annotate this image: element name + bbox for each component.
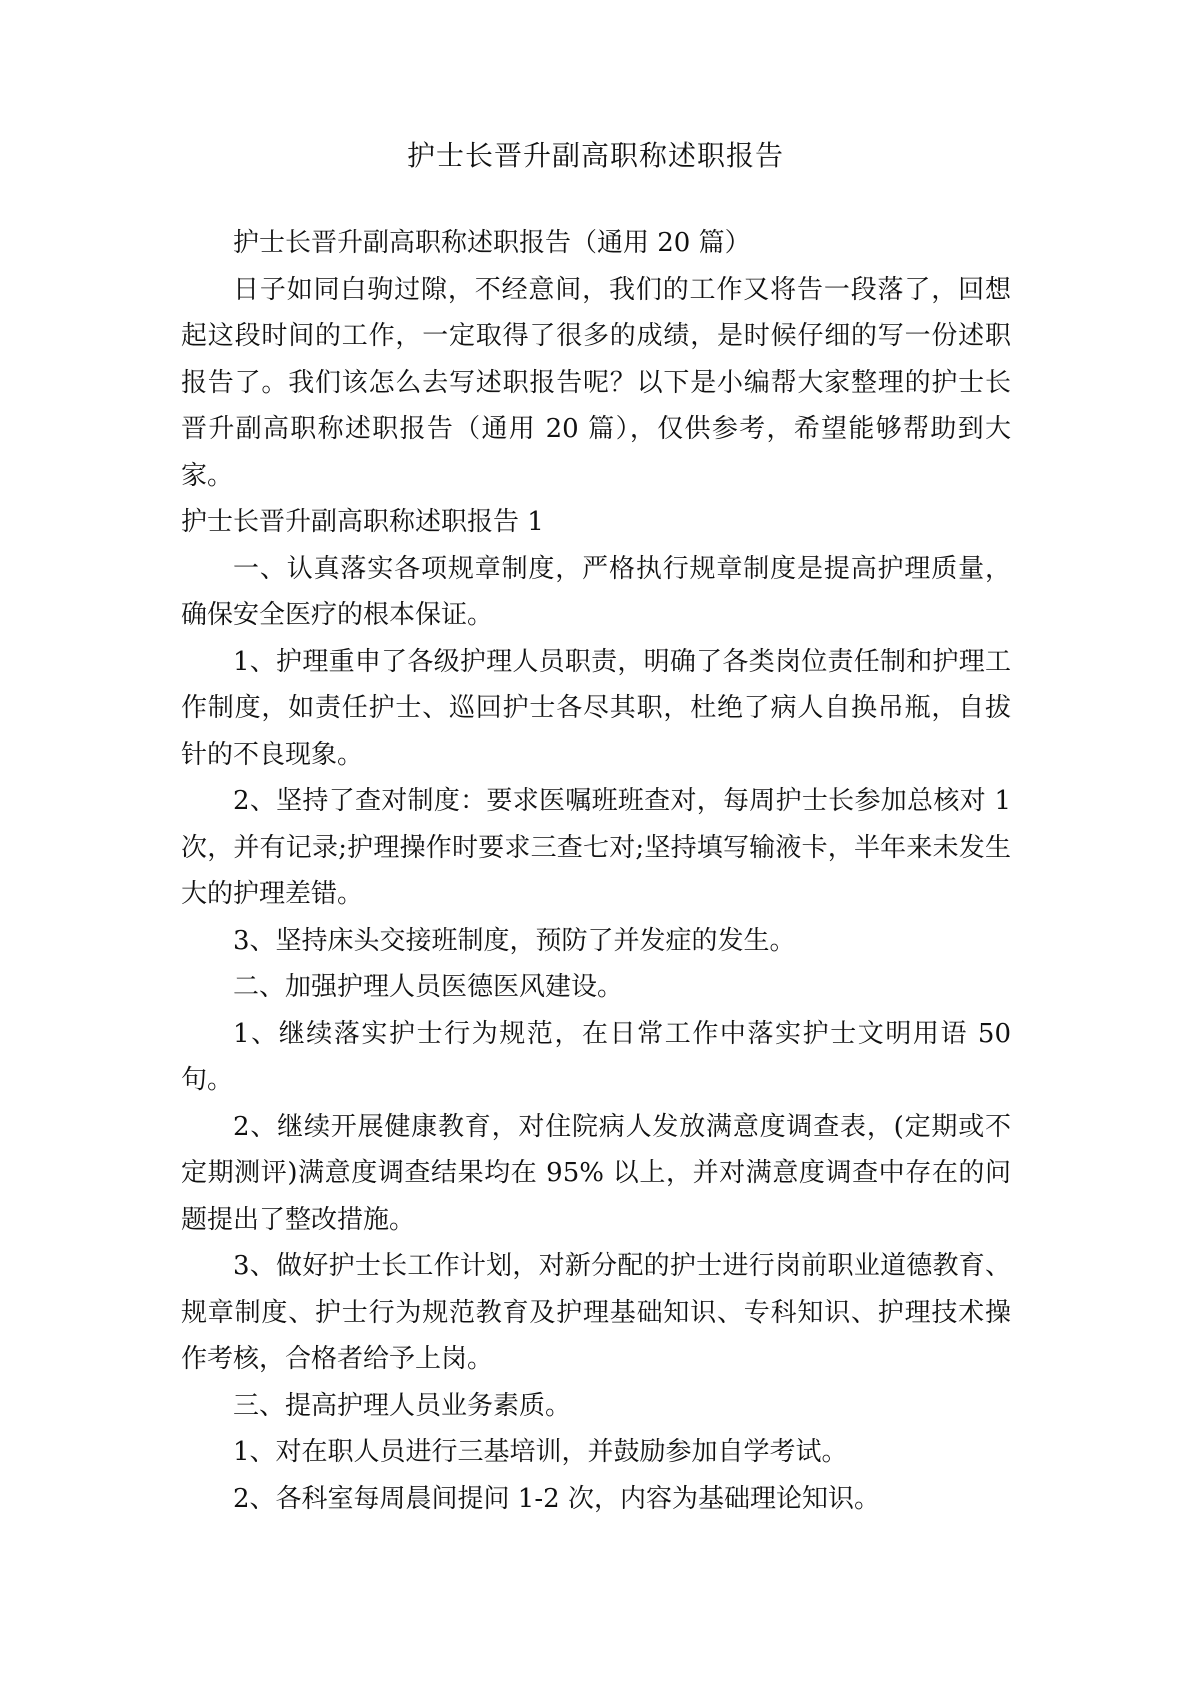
paragraph: 一、认真落实各项规章制度，严格执行规章制度是提高护理质量，确保安全医疗的根本保证。 bbox=[181, 553, 1011, 630]
paragraph: 1、继续落实护士行为规范，在日常工作中落实护士文明用语 50 句。 bbox=[181, 1018, 1011, 1095]
paragraph: 1、护理重申了各级护理人员职责，明确了各类岗位责任制和护理工作制度，如责任护士、巡回护士各尽其职，杜绝了病人自换吊瓶，自拔针的不良现象。 bbox=[181, 646, 1011, 770]
paragraph: 2、继续开展健康教育，对住院病人发放满意度调查表，(定期或不定期测评)满意度调查结果均在 95% 以上，并对满意度调查中存在的问题提出了整改措施。 bbox=[181, 1111, 1011, 1235]
paragraph: 3、做好护士长工作计划，对新分配的护士进行岗前职业道德教育、规章制度、护士行为规范教育及护理基础知识、专科知识、护理技术操作考核，合格者给予上岗。 bbox=[181, 1251, 1011, 1374]
document-body bbox=[181, 220, 1011, 1522]
paragraph: 2、各科室每周晨间提问 1-2 次，内容为基础理论知识。 bbox=[233, 1483, 880, 1514]
paragraph: 三、提高护理人员业务素质。 bbox=[233, 1390, 572, 1421]
paragraph: 3、坚持床头交接班制度，预防了并发症的发生。 bbox=[233, 925, 796, 956]
document-title: 护士长晋升副高职称述职报告 bbox=[406, 139, 784, 172]
paragraph: 二、加强护理人员医德医风建设。 bbox=[233, 972, 624, 1002]
section-heading: 护士长晋升副高职称述职报告 1 bbox=[181, 507, 544, 537]
paragraph-subtitle: 护士长晋升副高职称述职报告（通用 20 篇） bbox=[233, 228, 751, 258]
paragraph-intro: 日子如同白驹过隙，不经意间，我们的工作又将告一段落了，回想起这段时间的工作，一定取得了很多的成绩，是时候仔细的写一份述职报告了。我们该怎么去写述职报告呢？以下是小编帮大家整理的护士长晋升副高职称述职报告（通用 20 篇），仅供参考，希望能够帮助到大家。 bbox=[181, 274, 1011, 491]
paragraph: 2、坚持了查对制度：要求医嘱班班查对，每周护士长参加总核对 1 次，并有记录;护理操作时要求三查七对;坚持填写输液卡，半年来未发生大的护理差错。 bbox=[181, 786, 1011, 909]
paragraph: 1、对在职人员进行三基培训，并鼓励参加自学考试。 bbox=[233, 1437, 848, 1467]
